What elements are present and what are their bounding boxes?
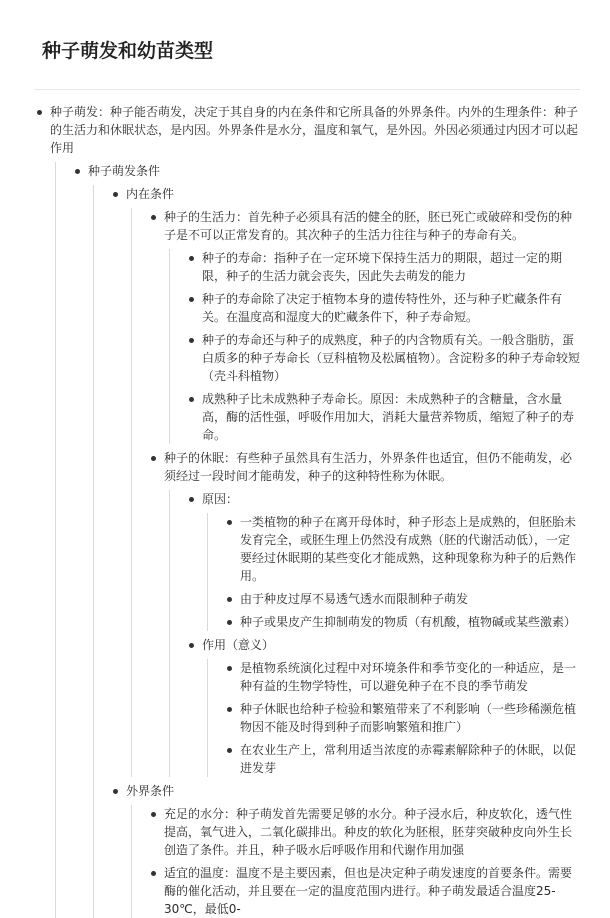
outline-item-text: 外界条件 [126, 784, 175, 798]
outline-item [224, 590, 580, 608]
outline-item [148, 864, 580, 918]
outline-item [34, 103, 580, 918]
outline-sublist [207, 659, 580, 777]
outline-item-text: 种子休眠也给种子检验和繁殖带来了不利影响（一些珍稀濒危植物因不能及时得到种子而影响繁殖和推广） [240, 702, 577, 734]
outline-item [186, 331, 580, 385]
outline-item [224, 659, 580, 695]
outline-sublist [55, 162, 580, 918]
outline-item [148, 208, 580, 444]
outline-item-text: 是植物系统演化过程中对环境条件和季节变化的一种适应，是一种有益的生物学特性，可以避免种子在不良的季节萌发 [240, 661, 577, 693]
outline-item [186, 290, 580, 326]
outline-item-text: 种子的寿命还与种子的成熟度，种子的内含物质有关。一般含脂肪，蛋白质多的种子寿命长（豆科植物及松属植物）。含淀粉多的种子寿命较短（壳斗科植物） [202, 333, 581, 383]
outline-item [224, 513, 580, 585]
outline-item-text: 成熟种子比未成熟种子寿命长。原因：未成熟种子的含糖量，含水量高，酶的活性强，呼吸作用加大，消耗大量营养物质，缩短了种子的寿命。 [202, 392, 575, 442]
outline-item-text: 种子的寿命除了决定于植物本身的遗传特性外，还与种子贮藏条件有关。在温度高和湿度大的贮藏条件下，种子寿命短。 [202, 292, 563, 324]
outline-sublist [93, 185, 580, 918]
outline-item-text: 种子萌发条件 [88, 164, 161, 178]
page-title: 种子萌发和幼苗类型 [34, 0, 580, 90]
outline-item [224, 700, 580, 736]
outline-item-text: 种子的休眠：有些种子虽然具有生活力，外界条件也适宜，但仍不能萌发，必须经过一段时间才能萌发，种子的这种特性称为休眠。 [164, 451, 573, 483]
outline-sublist [169, 249, 580, 444]
outline-item-text: 原因： [202, 492, 239, 506]
outline-item-text: 种子的生活力：首先种子必须具有活的健全的胚，胚已死亡或破碎和受伤的种子是不可以正常发育的。其次种子的生活力往往与种子的寿命有关。 [164, 210, 573, 242]
outline-item-text: 在农业生产上，常利用适当浓度的赤霉素解除种子的休眠，以促进发芽 [240, 743, 577, 775]
outline-item-text: 内在条件 [126, 187, 175, 201]
outline-item-text: 由于种皮过厚不易透气透水而限制种子萌发 [240, 592, 469, 606]
outline-item [148, 805, 580, 859]
outline-item-text: 适宜的温度：温度不是主要因素，但也是决定种子萌发速度的首要条件。需要酶的催化活动，并且要在一定的温度范围内进行。种子萌发最适合温度25-30℃，最低0- [164, 866, 573, 916]
outline-sublist [207, 513, 580, 631]
outline-item [186, 636, 580, 777]
outline-item [224, 741, 580, 777]
outline-item [72, 162, 580, 918]
outline-item-text: 种子或果皮产生抑制萌发的物质（有机酸，植物碱或某些激素） [240, 615, 577, 629]
outline-item-text: 作用（意义） [202, 638, 275, 652]
outline-item [186, 249, 580, 285]
outline-item [186, 490, 580, 631]
outline-item-text: 种子的寿命：指种子在一定环境下保持生活力的期限，超过一定的期限，种子的生活力就会丧失，因此失去萌发的能力 [202, 251, 563, 283]
outline-item-text: 种子萌发：种子能否萌发，决定于其自身的内在条件和它所具备的外界条件。内外的生理条件：种子的生活力和休眠状态，是内因。外界条件是水分，温度和氧气，是外因。外因必须通过内因才可以起作用 [50, 105, 579, 155]
outline-sublist [131, 208, 580, 777]
outline-item-text: 一类植物的种子在离开母体时，种子形态上是成熟的，但胚胎未发育完全，或胚生理上仍然没有成熟（胚的代谢活动低），一定要经过休眠期的某些变化才能成熟，这种现象称为种子的后熟作用。 [240, 515, 577, 583]
outline-content [34, 90, 580, 918]
outline-item [224, 613, 580, 631]
outline-tree [34, 103, 580, 918]
outline-sublist [131, 805, 580, 918]
outline-sublist [169, 490, 580, 777]
outline-item [186, 390, 580, 444]
outline-item-text: 充足的水分：种子萌发首先需要足够的水分。种子浸水后，种皮软化，透气性提高，氧气进入，二氧化碳排出。种皮的软化为胚根，胚芽突破种皮向外生长创造了条件。并且，种子吸水后呼吸作用和代谢作用加强 [164, 807, 573, 857]
outline-item [110, 185, 580, 777]
outline-item [110, 782, 580, 918]
outline-item [148, 449, 580, 777]
